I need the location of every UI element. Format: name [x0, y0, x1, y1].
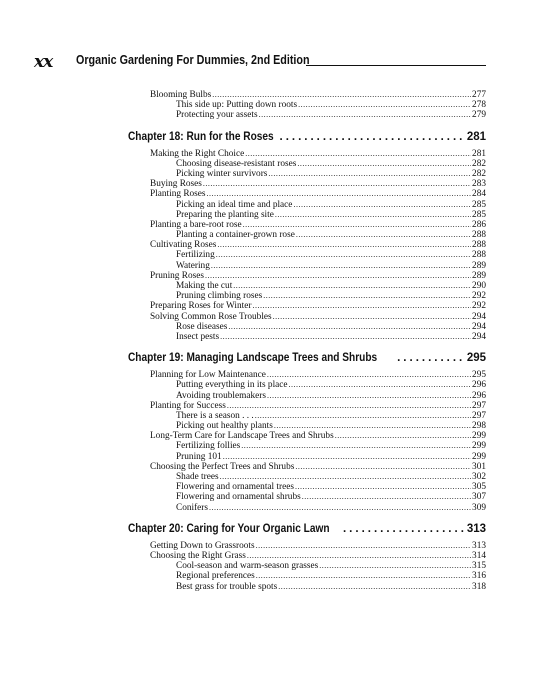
toc-entry: [128, 391, 486, 401]
entry-title: Planting a bare-root rose: [150, 219, 242, 230]
dot-leader: [243, 220, 471, 230]
dot-leader: [298, 100, 471, 110]
entry-title: Fertilizing follies: [176, 441, 241, 452]
entry-title: Making the cut: [176, 281, 233, 291]
entry-title: Long-Term Care for Landscape Trees and Shrubs: [150, 431, 334, 442]
dot-leader: [343, 522, 465, 537]
toc-entry: [128, 551, 486, 561]
entry-title: Conifers: [176, 502, 209, 513]
entry-title: Planting Roses: [150, 189, 206, 200]
dot-leader: [209, 503, 471, 513]
entry-title: Choosing the Right Grass: [150, 550, 246, 561]
entry-title: Pruning climbing roses: [176, 291, 263, 302]
toc-entry: [128, 110, 486, 120]
toc-entry: [128, 421, 486, 431]
dot-leader: [203, 179, 471, 189]
toc-entry: [128, 200, 486, 210]
toc-entry: [128, 462, 486, 472]
toc-entry: [128, 322, 486, 332]
dot-leader: [275, 210, 471, 220]
toc-entry: [128, 220, 486, 230]
dot-leader: [278, 582, 471, 592]
dot-leader: [211, 261, 471, 271]
page-number: 318: [472, 581, 486, 592]
page-number: 299: [472, 441, 486, 452]
entry-title: Blooming Bulbs: [150, 90, 212, 100]
entry-title: Planting for Success: [150, 400, 226, 411]
page-number: 281: [466, 130, 486, 143]
entry-title: Preparing Roses for Winter: [150, 301, 252, 312]
toc-entry: [128, 571, 486, 581]
page-number: 307: [472, 492, 486, 503]
toc-entry: [128, 240, 486, 250]
toc-entry: [128, 492, 486, 502]
toc-chapter-heading: [128, 130, 486, 145]
entry-title: Planting a container-grown rose: [176, 230, 295, 241]
page-number: 278: [472, 100, 486, 111]
dot-leader: [295, 462, 471, 472]
entry-title: Getting Down to Grassroots: [150, 540, 255, 551]
page-number: 285: [472, 199, 486, 210]
dot-leader: [256, 571, 471, 581]
toc-chapter-heading: [128, 522, 486, 537]
page-number: 315: [472, 561, 486, 572]
toc-entry: [128, 100, 486, 110]
entry-title: Pruning Roses: [150, 270, 204, 281]
entry-title: Best grass for trouble spots: [176, 581, 278, 592]
page-number: 290: [472, 281, 486, 291]
dot-leader: [293, 200, 471, 210]
page-number: 289: [472, 270, 486, 281]
dot-leader: [263, 291, 471, 301]
page-number: 284: [472, 189, 486, 200]
toc-entry: [128, 169, 486, 179]
dot-leader: [267, 370, 471, 380]
dot-leader: [255, 411, 471, 421]
entry-title: Flowering and ornamental trees: [176, 482, 294, 493]
page-number: 292: [472, 291, 486, 302]
dot-leader: [274, 421, 471, 431]
entry-title: Solving Common Rose Troubles: [150, 311, 272, 322]
entry-title: Picking out healthy plants: [176, 421, 273, 432]
page-number: 288: [472, 240, 486, 251]
toc-entry: [128, 503, 486, 513]
page-number: 294: [472, 311, 486, 322]
header-rule: [306, 65, 486, 66]
toc-entry: [128, 380, 486, 390]
toc-entry: [128, 301, 486, 311]
dot-leader: [205, 271, 471, 281]
toc-entry: [128, 210, 486, 220]
page-number: 313: [466, 522, 486, 535]
toc-entry: [128, 230, 486, 240]
page-number: 294: [472, 331, 486, 342]
page-number: 285: [472, 209, 486, 220]
toc-entry: [128, 159, 486, 169]
entry-title: Avoiding troublemakers: [176, 390, 266, 401]
toc-entry: [128, 541, 486, 551]
page-number: 295: [472, 370, 486, 381]
dot-leader: [289, 380, 472, 390]
page-number: 313: [472, 540, 486, 551]
chapter-title: Chapter 18: Run for the Roses: [128, 130, 274, 143]
toc-entry: [128, 149, 486, 159]
dot-leader: [241, 441, 471, 451]
dot-leader: [217, 240, 471, 250]
dot-leader: [212, 90, 471, 100]
page-number: 282: [472, 168, 486, 179]
chapter-title: Chapter 19: Managing Landscape Trees and Shrubs: [128, 352, 378, 365]
entry-title: Planning for Low Maintenance: [150, 370, 266, 381]
table-of-contents: [128, 90, 486, 592]
entry-title: Pruning 101: [176, 451, 222, 462]
toc-entry: [128, 452, 486, 462]
page-number: 296: [472, 390, 486, 401]
toc-entry: [128, 271, 486, 281]
page-number: 294: [472, 321, 486, 332]
entry-title: Regional preferences: [176, 571, 255, 582]
page-number: 282: [472, 158, 486, 169]
dot-leader: [220, 332, 471, 342]
dot-leader: [256, 541, 471, 551]
entry-title: Rose diseases: [176, 321, 228, 332]
toc-entry: [128, 90, 486, 100]
dot-leader: [302, 492, 471, 502]
toc-entry: [128, 312, 486, 322]
page-number: 295: [466, 352, 486, 365]
dot-leader: [220, 472, 471, 482]
toc-entry: [128, 332, 486, 342]
dot-leader: [252, 301, 471, 311]
toc-entry: [128, 281, 486, 291]
dot-leader: [297, 159, 471, 169]
dot-leader: [227, 401, 471, 411]
toc-entry: [128, 441, 486, 451]
toc-entry: [128, 431, 486, 441]
dot-leader: [296, 230, 471, 240]
dot-leader: [280, 130, 465, 145]
toc-chapter-heading: [128, 351, 486, 366]
dot-leader: [223, 452, 471, 462]
dot-leader: [247, 551, 471, 561]
running-header: [0, 50, 560, 74]
entry-title: Picking winter survivors: [176, 168, 268, 179]
toc-entry: [128, 472, 486, 482]
page-number: 289: [472, 260, 486, 271]
dot-leader: [267, 391, 471, 401]
page-number: 277: [472, 90, 486, 100]
entry-title: Cool-season and warm-season grasses: [176, 561, 319, 572]
entry-title: Watering: [176, 260, 210, 271]
page-number: 297: [472, 400, 486, 411]
toc-entry: [128, 179, 486, 189]
page-number: 292: [472, 301, 486, 312]
entry-title: Flowering and ornamental shrubs: [176, 492, 301, 503]
page-number: 286: [472, 219, 486, 230]
page-number: 283: [472, 179, 486, 190]
entry-title: Picking an ideal time and place: [176, 199, 293, 210]
page-number: 288: [472, 250, 486, 261]
dot-leader: [268, 169, 471, 179]
entry-title: Making the Right Choice: [150, 148, 245, 159]
toc-entry: [128, 482, 486, 492]
dot-leader: [207, 189, 472, 199]
toc-entry: [128, 250, 486, 260]
entry-title: Choosing the Perfect Trees and Shrubs: [150, 461, 295, 472]
dot-leader: [295, 482, 471, 492]
page-number: 309: [472, 502, 486, 513]
dot-leader: [245, 149, 471, 159]
page-number: 302: [472, 472, 486, 482]
toc-entry: [128, 261, 486, 271]
dot-leader: [273, 312, 471, 322]
toc-entry: [128, 189, 486, 199]
entry-title: Cultivating Roses: [150, 240, 217, 251]
dot-leader: [397, 351, 465, 366]
entry-title: Buying Roses: [150, 179, 202, 190]
entry-title: Preparing the planting site: [176, 209, 274, 220]
page-number: 296: [472, 380, 486, 391]
page-number: 316: [472, 571, 486, 582]
page-number: 298: [472, 421, 486, 432]
entry-title: Choosing disease-resistant roses: [176, 158, 297, 169]
book-title: Organic Gardening For Dummies, 2nd Edition: [76, 53, 310, 67]
dot-leader: [233, 281, 471, 291]
page-number: 288: [472, 230, 486, 241]
page-number: 305: [472, 482, 486, 493]
entry-title: This side up: Putting down roots: [176, 100, 298, 111]
page-number: 299: [472, 431, 486, 442]
page-number: 314: [472, 550, 486, 561]
dot-leader: [259, 110, 471, 120]
entry-title: Fertilizing: [176, 250, 215, 261]
toc-entry: [128, 582, 486, 592]
page-number: 279: [472, 110, 486, 121]
chapter-title: Chapter 20: Caring for Your Organic Lawn: [128, 522, 330, 535]
entry-title: Shade trees: [176, 472, 219, 482]
dot-leader: [335, 431, 471, 441]
toc-entry: [128, 411, 486, 421]
toc-entry: [128, 370, 486, 380]
toc-entry: [128, 401, 486, 411]
page-number: 301: [472, 461, 486, 472]
toc-entry: [128, 561, 486, 571]
page-number: 297: [472, 410, 486, 421]
dot-leader: [216, 250, 471, 260]
toc-entry: [128, 291, 486, 301]
entry-title: Protecting your assets: [176, 110, 258, 121]
page-number: 299: [472, 451, 486, 462]
dot-leader: [228, 322, 471, 332]
entry-title: There is a season . . .: [176, 410, 254, 421]
entry-title: Insect pests: [176, 331, 220, 342]
page-folio: xx: [34, 52, 53, 72]
entry-title: Putting everything in its place: [176, 380, 288, 391]
dot-leader: [319, 561, 471, 571]
page-number: 281: [472, 148, 486, 159]
